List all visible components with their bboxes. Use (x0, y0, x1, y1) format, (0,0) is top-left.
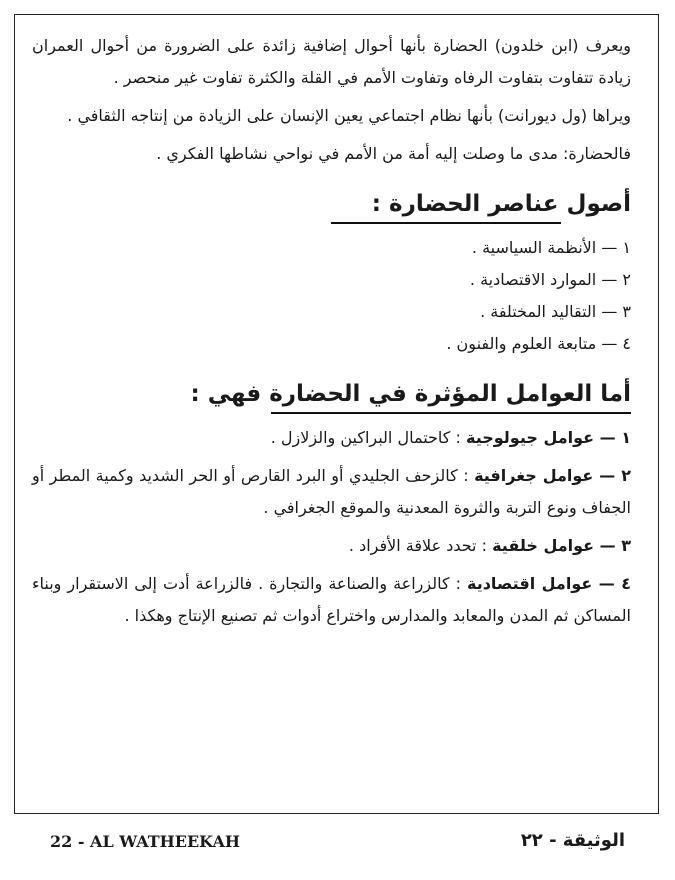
factor-item (32, 568, 631, 632)
intro-paragraph-definition: فالحضارة: مدى ما وصلت إليه أمة من الأمم في نواحي نشاطها الفكري . (156, 144, 631, 163)
factor-text: : تحدد علاقة الأفراد . (348, 536, 493, 555)
footer-page-label-en: 22 - AL WATHEEKAH (50, 832, 240, 851)
list-item: ١ — الأنظمة السياسية . (471, 238, 631, 257)
intro-paragraph-ibn-khaldun: ويعرف (ابن خلدون) الحضارة بأنها أحوال إضافية زائدة على الضرورة من أحوال العمران زيادة تتفاوت بتفاوت الرفاه وتفاوت الأمم في القلة والكثرة تفاوت غير منحصر . (32, 36, 631, 87)
section-heading-elements: أصول عناصر الحضارة : (371, 191, 631, 217)
factor-title: ١ — عوامل جيولوجية (465, 428, 631, 447)
list-item: ٣ — التقاليد المختلفة . (480, 302, 631, 321)
factor-item (32, 422, 631, 454)
footer-page-label-ar: الوثيقة - ٢٢ (520, 830, 625, 851)
factor-text: : كاحتمال البراكين والزلازل . (270, 428, 466, 447)
factor-title: ٣ — عوامل خلقية (492, 536, 631, 555)
page-footer (0, 832, 675, 862)
list-item: ٢ — الموارد الاقتصادية . (469, 270, 631, 289)
section-heading-factors: أما العوامل المؤثرة في الحضارة فهي : (190, 381, 631, 407)
factor-item (32, 530, 631, 562)
factor-text: : كالزحف الجليدي أو البرد القارص أو الحر الشديد وكمية المطر أو الجفاف ونوع التربة والثروة المعدنية والموقع الجغرافي . (32, 466, 631, 517)
factor-text: : كالزراعة والصناعة والتجارة . فالزراعة أدت إلى الاستقرار وبناء المساكن ثم المدن والمعابد والمدارس واختراع أدوات ثم تصنيع الإنتاج وهكذا . (32, 574, 631, 625)
intro-paragraph-durant: ويراها (ول ديورانت) بأنها نظام اجتماعي يعين الإنسان على الزيادة من إنتاجه الثقافي . (67, 106, 631, 125)
factor-title: ٤ — عوامل اقتصادية (466, 574, 632, 593)
page-content (32, 30, 631, 632)
factor-title: ٢ — عوامل جغرافية (474, 466, 631, 485)
list-item: ٤ — متابعة العلوم والفنون . (446, 334, 631, 353)
factor-item (32, 460, 631, 524)
